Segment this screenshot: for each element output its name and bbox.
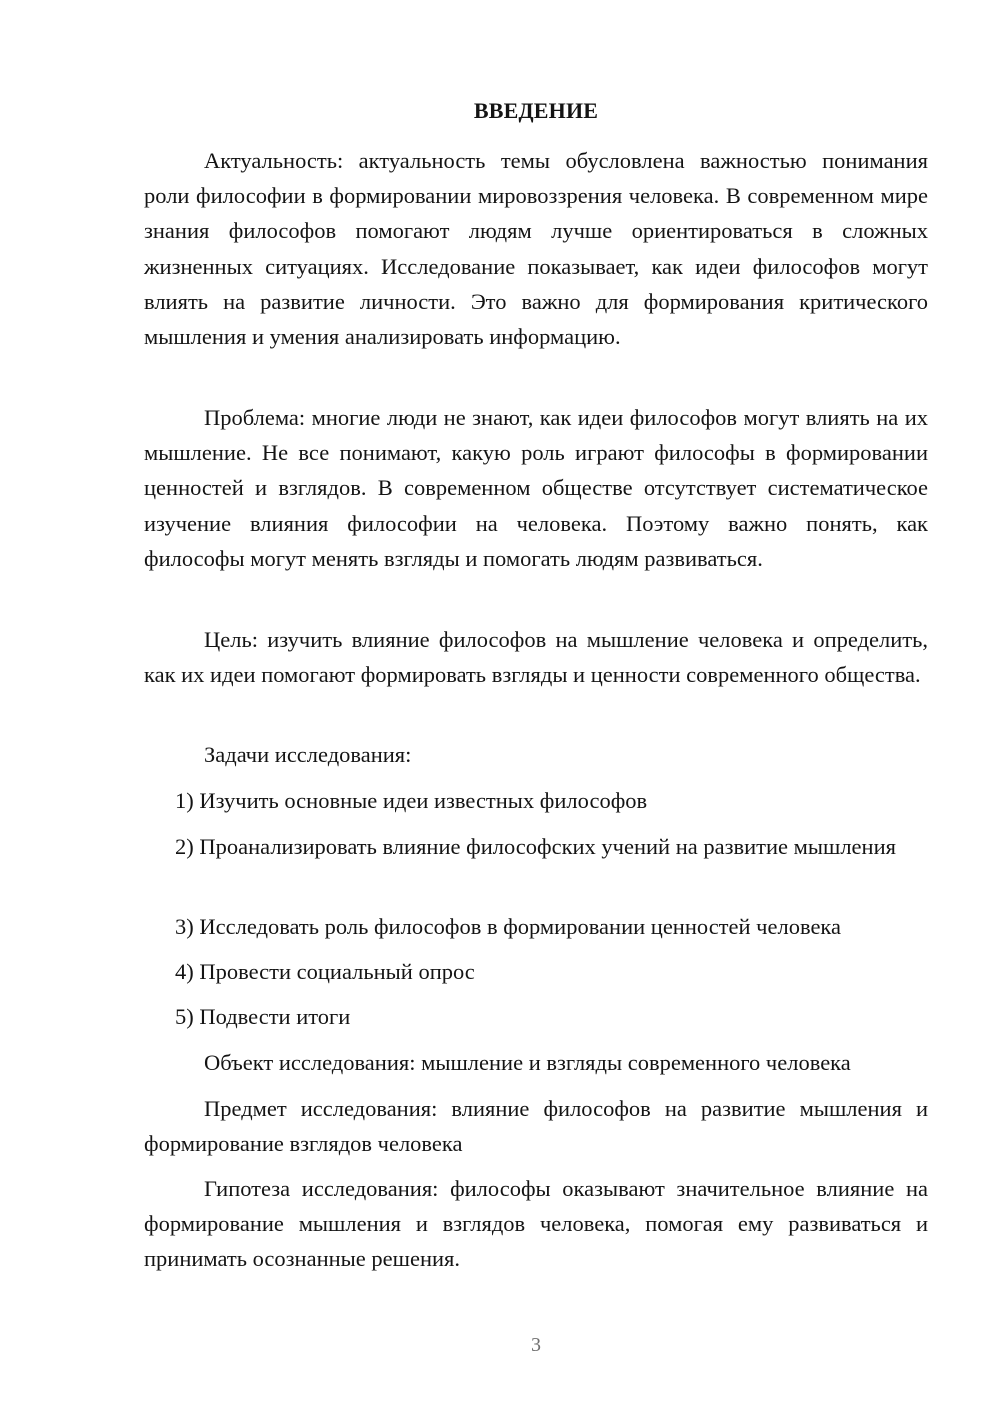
- paragraph-object: Объект исследования: мышление и взгляды современного человека: [204, 1050, 851, 1075]
- task-item-5: 5) Подвести итоги: [175, 1004, 351, 1029]
- page-number: 3: [531, 1334, 541, 1356]
- paragraph-goal: Цель: изучить влияние философов на мышление человека и определить, как их идеи помогают формировать взгляды и ценности современного общества.: [144, 627, 928, 688]
- task-item-3: 3) Исследовать роль философов в формировании ценностей человека: [175, 914, 842, 939]
- paragraph-relevance: Актуальность: актуальность темы обусловлена важностью понимания роли философии в формировании мировоззрения человека. В современном мире знания философов помогают людям лучше ориентироваться в сложных жизненных ситуациях. Исследование показывает, как идеи философов могут влиять на развитие личности. Это важно для формирования критического мышления и умения анализировать информацию.: [144, 148, 928, 350]
- paragraph-tasks-heading: Задачи исследования:: [204, 742, 412, 767]
- task-item-4: 4) Провести социальный опрос: [175, 959, 475, 984]
- paragraph-hypothesis: Гипотеза исследования: философы оказывают значительное влияние на формирование мышления и взглядов человека, помогая ему развиваться и принимать осознанные решения.: [144, 1176, 928, 1272]
- paragraph-problem: Проблема: многие люди не знают, как идеи философов могут влиять на их мышление. Не все понимают, какую роль играют философы в формировании ценностей и взглядов. В современном обществе отсутствует систематическое изучение влияния философии на человека. Поэтому важно понять, как философы могут менять взгляды и помогать людям развиваться.: [144, 405, 928, 571]
- section-title: ВВЕДЕНИЕ: [473, 98, 599, 123]
- task-item-2: 2) Проанализировать влияние философских учений на развитие мышления: [175, 834, 896, 859]
- paragraph-subject: Предмет исследования: влияние философов на развитие мышления и формирование взглядов человека: [144, 1096, 928, 1157]
- task-item-1: 1) Изучить основные идеи известных философов: [175, 788, 648, 813]
